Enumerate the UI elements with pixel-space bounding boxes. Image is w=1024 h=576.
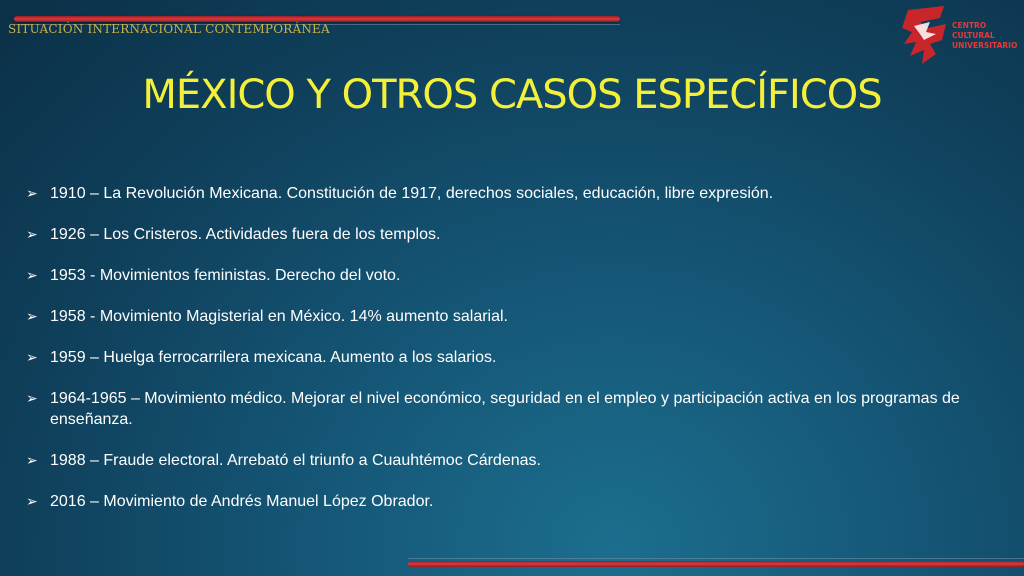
bullet-text: 2016 – Movimiento de Andrés Manuel López Obrador. bbox=[50, 493, 434, 510]
bullet-item bbox=[26, 306, 986, 327]
arrowhead-bullet-icon: ➢ bbox=[26, 390, 38, 406]
bullet-text: 1910 – La Revolución Mexicana. Constitución de 1917, derechos sociales, educación, libre expresión. bbox=[50, 185, 774, 202]
logo-line-2: CULTURAL bbox=[952, 31, 995, 40]
bullet-text: 1953 - Movimientos feministas. Derecho del voto. bbox=[50, 267, 401, 284]
slide-title: MÉXICO Y OTROS CASOS ESPECÍFICOS bbox=[142, 72, 882, 118]
course-title: SITUACIÓN INTERNACIONAL CONTEMPORÁNEA bbox=[8, 22, 330, 36]
bullet-text: 1926 – Los Cristeros. Actividades fuera de los templos. bbox=[50, 226, 441, 243]
logo-line-3: UNIVERSITARIO bbox=[952, 41, 1018, 50]
arrowhead-bullet-icon: ➢ bbox=[26, 349, 38, 365]
arrowhead-bullet-icon: ➢ bbox=[26, 493, 38, 509]
arrowhead-bullet-icon: ➢ bbox=[26, 185, 38, 201]
arrowhead-bullet-icon: ➢ bbox=[26, 226, 38, 242]
bullet-item bbox=[26, 224, 986, 245]
bullet-item bbox=[26, 347, 986, 368]
bullet-item bbox=[26, 183, 986, 204]
bullet-text: 1964-1965 – Movimiento médico. Mejorar el nivel económico, seguridad en el empleo y participación activa en los programas de enseñanza. bbox=[50, 390, 960, 428]
bullet-list bbox=[26, 183, 986, 532]
bullet-item bbox=[26, 388, 986, 430]
arrowhead-bullet-icon: ➢ bbox=[26, 308, 38, 324]
arrowhead-bullet-icon: ➢ bbox=[26, 267, 38, 283]
bullet-text: 1988 – Fraude electoral. Arrebató el triunfo a Cuauhtémoc Cárdenas. bbox=[50, 452, 541, 469]
bullet-item bbox=[26, 265, 986, 286]
arrowhead-bullet-icon: ➢ bbox=[26, 452, 38, 468]
bottom-accent-bar bbox=[408, 561, 1024, 567]
logo-line-1: CENTRO bbox=[952, 21, 987, 30]
eagle-logo-icon bbox=[900, 4, 952, 68]
bullet-text: 1959 – Huelga ferrocarrilera mexicana. Aumento a los salarios. bbox=[50, 349, 497, 366]
logo-text bbox=[952, 21, 1017, 51]
bullet-text: 1958 - Movimiento Magisterial en México. 14% aumento salarial. bbox=[50, 308, 508, 325]
bullet-item bbox=[26, 450, 986, 471]
bullet-item bbox=[26, 491, 986, 512]
bottom-accent-line bbox=[408, 558, 1024, 559]
centro-cultural-logo bbox=[900, 4, 1022, 68]
